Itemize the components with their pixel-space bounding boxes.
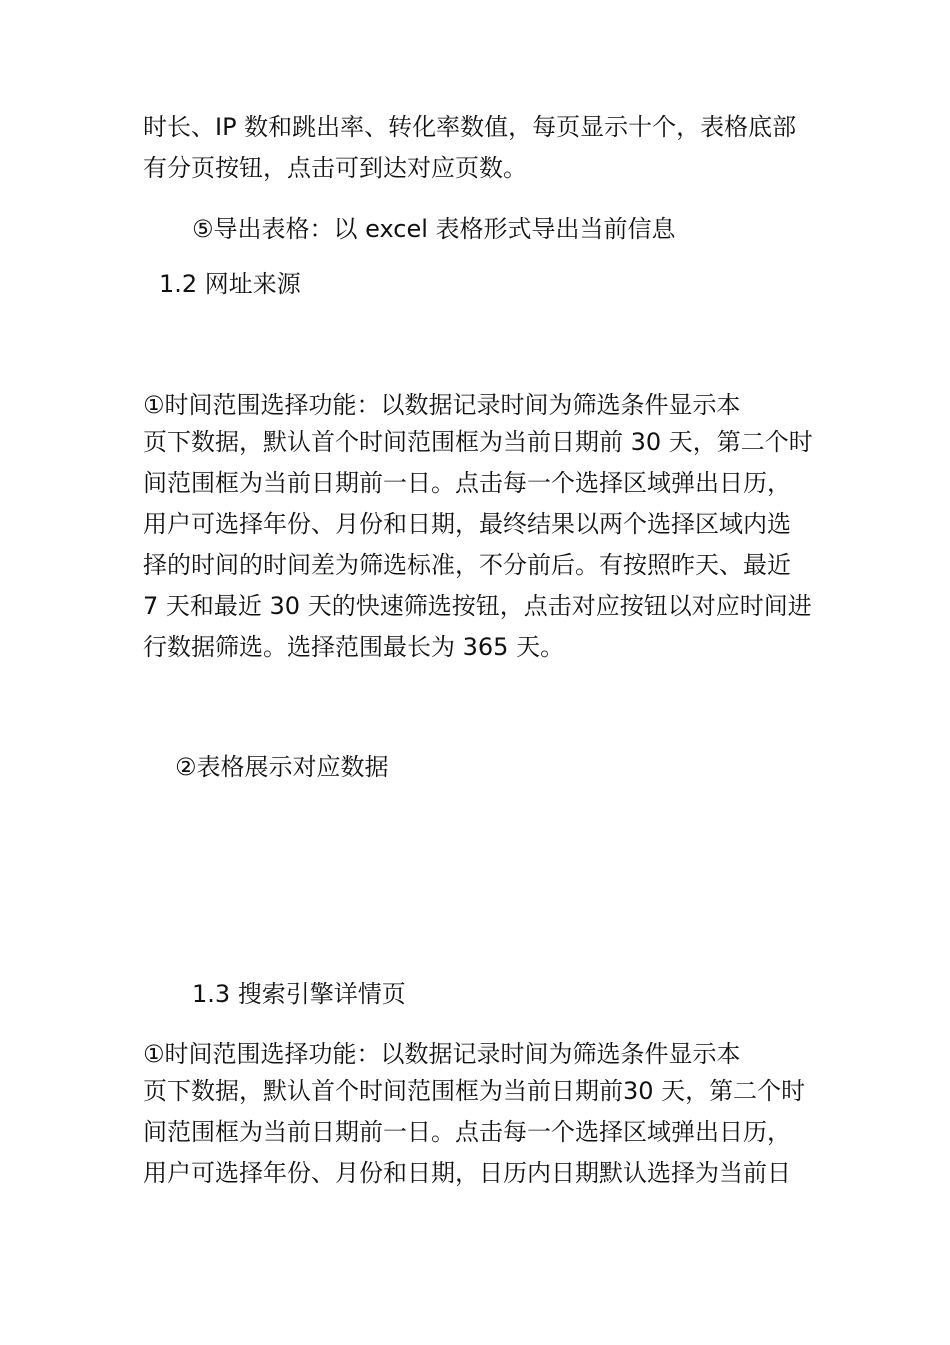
paragraph-line: ①时间范围选择功能：以数据记录时间为筛选条件显示本 (143, 391, 741, 419)
paragraph-line: 7 天和最近 30 天的快速筛选按钮，点击对应按钮以对应时间进 (143, 592, 812, 620)
paragraph-line: 行数据筛选。选择范围最长为 365 天。 (143, 633, 565, 661)
paragraph-line: 有分页按钮，点击可到达对应页数。 (143, 154, 527, 182)
paragraph-line: 间范围框为当前日期前一日。点击每一个选择区域弹出日历， (143, 469, 791, 497)
paragraph-line: 页下数据，默认首个时间范围框为当前日期前30 天，第二个时 (143, 1077, 806, 1105)
paragraph-line: 用户可选择年份、月份和日期，最终结果以两个选择区域内选 (143, 510, 791, 538)
paragraph-line: 择的时间的时间差为筛选标准，不分前后。有按照昨天、最近 (143, 551, 791, 579)
paragraph-line: 时长、IP 数和跳出率、转化率数值，每页显示十个，表格底部 (143, 113, 797, 141)
paragraph-line: ①时间范围选择功能：以数据记录时间为筛选条件显示本 (143, 1040, 741, 1068)
paragraph-line: 页下数据，默认首个时间范围框为当前日期前 30 天，第二个时 (143, 428, 813, 456)
list-item-table-display: ②表格展示对应数据 (175, 753, 389, 781)
paragraph-line: 用户可选择年份、月份和日期，日历内日期默认选择为当前日 (143, 1159, 791, 1187)
list-item-export-table: ⑤导出表格：以 excel 表格形式导出当前信息 (192, 215, 676, 243)
paragraph-line: 间范围框为当前日期前一日。点击每一个选择区域弹出日历， (143, 1118, 791, 1146)
section-heading-1-3: 1.3 搜索引擎详情页 (192, 980, 406, 1008)
section-heading-1-2: 1.2 网址来源 (159, 270, 301, 298)
